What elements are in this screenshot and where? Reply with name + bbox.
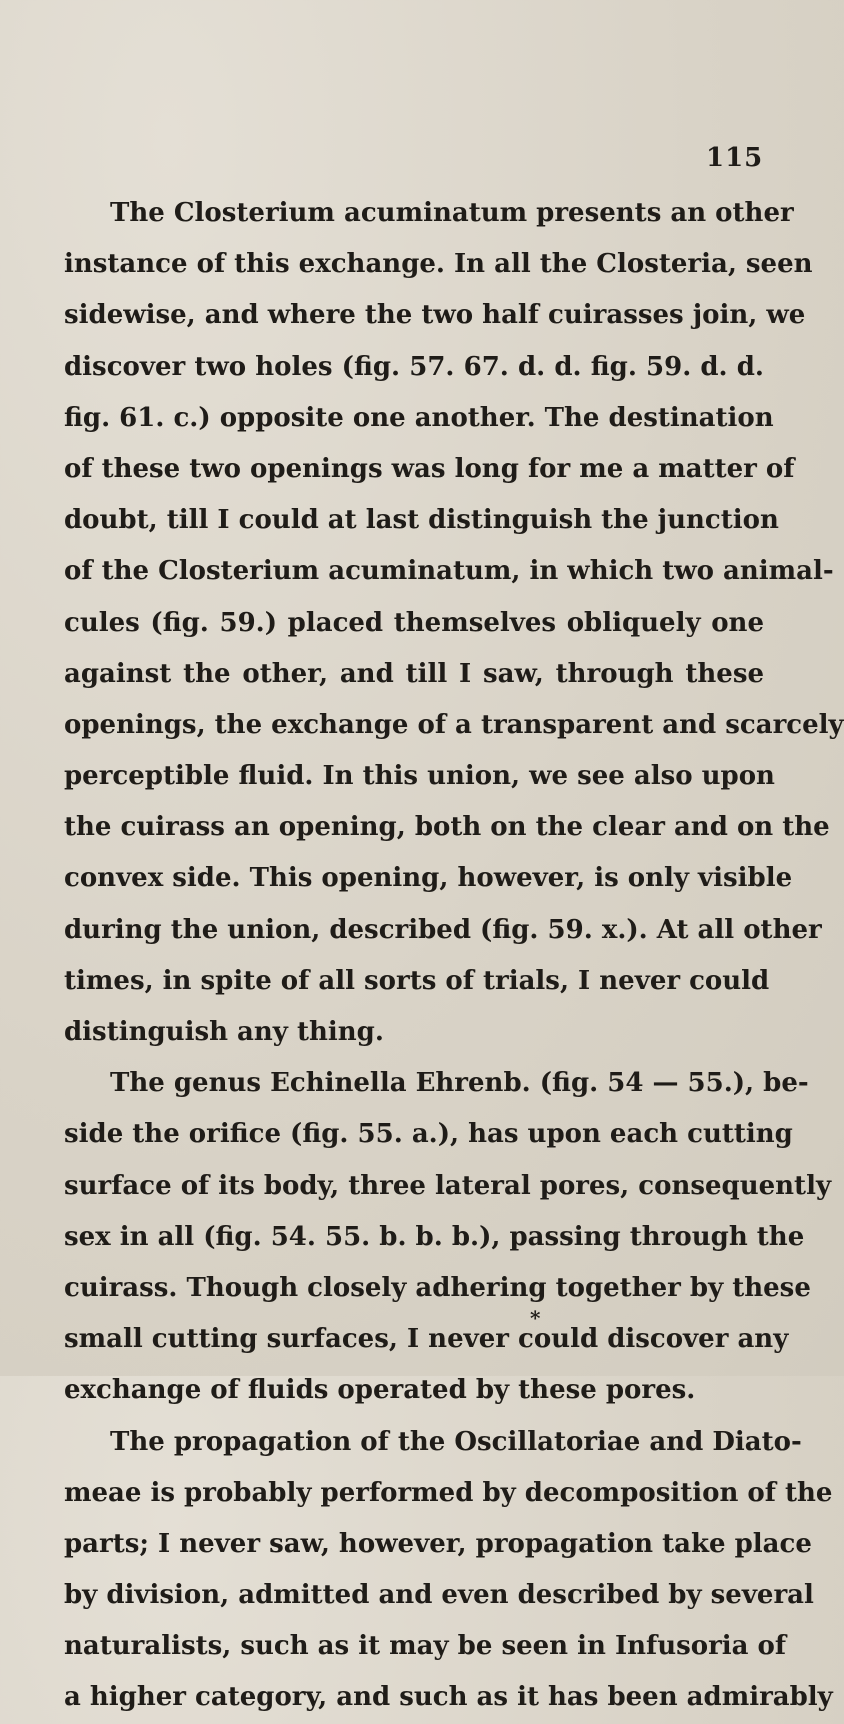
text-line: times, in spite of all sorts of trials, I never could xyxy=(64,965,770,996)
text-line: discover two holes (fig. 57. 67. d. d. fig. 59. d. d. xyxy=(64,351,764,382)
text-line: exchange of fluids operated by these pores. xyxy=(64,1375,696,1406)
text-line: a higher category, and such as it has been admirably xyxy=(64,1682,833,1713)
text-line: The propagation of the Oscillatoriae and Diato- xyxy=(110,1426,802,1457)
text-line: The Closterium acuminatum presents an other xyxy=(110,198,794,228)
text-line: by division, admitted and even described by several xyxy=(64,1580,814,1611)
text-line: instance of this exchange. In all the Closteria, seen xyxy=(64,249,813,280)
text-line: side the orifice (fig. 55. a.), has upon each cutting xyxy=(64,1119,793,1150)
text-line: distinguish any thing. xyxy=(64,1017,384,1047)
signature-mark: * xyxy=(530,1306,541,1330)
text-line: perceptible fluid. In this union, we see also upon xyxy=(64,761,775,792)
text-line: parts; I never saw, however, propagation take place xyxy=(64,1528,812,1559)
text-line: fig. 61. c.) opposite one another. The destination xyxy=(64,402,774,433)
text-line: of these two openings was long for me a matter of xyxy=(64,453,795,484)
text-line: meae is probably performed by decomposition of the xyxy=(64,1477,833,1508)
body-text xyxy=(64,188,844,1724)
text-line: sex in all (fig. 54. 55. b. b. b.), passing through the xyxy=(64,1221,805,1252)
text-line: during the union, described (fig. 59. x.). At all other xyxy=(64,914,822,945)
text-line: convex side. This opening, however, is only visible xyxy=(64,863,793,894)
text-line: of the Closterium acuminatum, in which two animal- xyxy=(64,556,834,587)
text-line: against the other, and till I saw, through these xyxy=(64,658,764,689)
page-number: 115 xyxy=(706,143,764,173)
text-line: cules (fig. 59.) placed themselves obliquely one xyxy=(64,607,764,638)
text-line: cuirass. Though closely adhering together by these xyxy=(64,1272,811,1303)
text-line: the cuirass an opening, both on the clear and on the xyxy=(64,812,830,843)
text-line: small cutting surfaces, I never could discover any xyxy=(64,1324,789,1355)
text-line: openings, the exchange of a transparent and scarcely xyxy=(64,709,844,740)
text-line: The genus Echinella Ehrenb. (fig. 54 — 55.), be- xyxy=(110,1068,809,1099)
text-line: sidewise, and where the two half cuirasses join, we xyxy=(64,300,806,331)
text-line: surface of its body, three lateral pores, consequently xyxy=(64,1170,832,1201)
text-line: doubt, till I could at last distinguish the junction xyxy=(64,505,779,536)
text-line: naturalists, such as it may be seen in Infusoria of xyxy=(64,1631,787,1662)
